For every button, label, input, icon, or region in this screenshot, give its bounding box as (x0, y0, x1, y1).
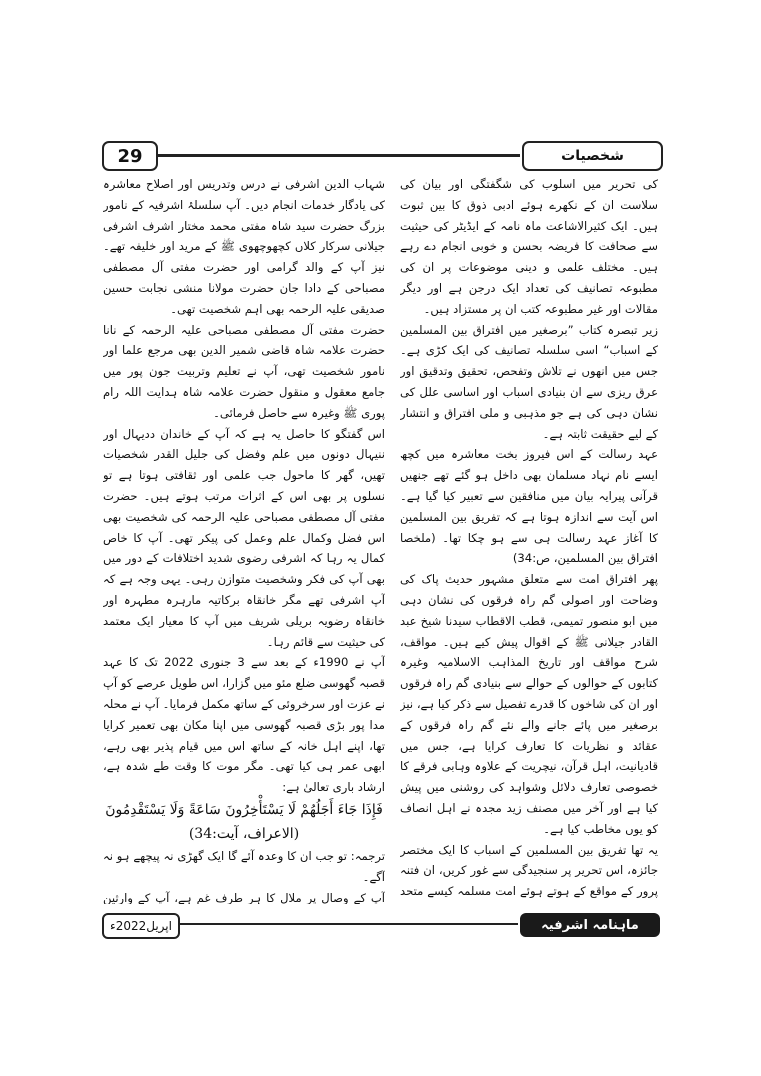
translation: ترجمہ: تو جب ان کا وعدہ آئے گا ایک گھڑی نہ پیچھے ہو نہ آگے۔ (103, 848, 385, 884)
verse-reference: (الاعراف، آیت:34) (188, 825, 300, 842)
header-rule (158, 154, 520, 157)
paragraph: پھر افتراق امت سے متعلق مشہور حدیث پاک کی وضاحت اور اصولی گم راہ فرقوں کی نشان دہی میں ابو منصور تمیمی، قطب الاقطاب سیدنا شیخ عبد القادر جیلانی ﷺ کے اقوال پیش کیے ہیں۔ مواقف، شرح مواقف اور تاریخ المذاہب الاسلامیہ وغیرہ کتابوں کے حوالوں کے حوالے سے بنیادی گم راہ فرقوں اور ان کی شاخوں کا قدرے تفصیل سے ذکر کیا ہے، نیز برصغیر میں پائے جانے والے نئے گم راہ فرقوں کے عقائد و نظریات کا تعارف کرایا ہے، جس میں قادیانیت، اہل قرآن، نیچریت کے علاوہ وہابی فرقے کا خصوصی تعارف دلائل وشواہد کی روشنی میں پیش کیا ہے اور آخر میں مصنف زید مجدہ نے اہل انصاف کو یوں مخاطب کیا ہے۔ (400, 572, 658, 836)
paragraph: اس گفتگو کا حاصل یہ ہے کہ آپ کے خاندان ددیہال اور ننیہال دونوں میں علم وفضل کی جلیل القدر شخصیات تھیں، گھر کا ماحول جب علمی اور ثقافتی ہوتا ہے تو نسلوں پر بھی اس کے اثرات مرتب ہوتے ہیں۔ حضرت مفتی آل مصطفی مصباحی علیہ الرحمہ کی شخصیت بھی اس فضل وکمال علم وعمل کی پیکر تھی۔ آپ کا خاص کمال یہ رہا کہ اشرفی رضوی شدید اختلافات کے دور میں بھی آپ کی فکر وشخصیت متوازن رہی۔ یہی وجہ ہے کہ آپ اشرفی تھے مگر خانقاہ برکاتیہ مارہرہ مطہرہ اور خانقاہ رضویہ بریلی شریف میں آپ کا معیار ایک معتمد کی حیثیت سے قائم رہا۔ (103, 426, 385, 649)
verse-text: فَإِذَا جَاءَ أَجَلُهُمْ لَا يَسْتَأْخِرُونَ سَاعَةً وَلَا يَسْتَقْدِمُونَ (105, 801, 383, 818)
issue-date: اپریل2022ء (102, 913, 180, 939)
paragraph: کی تحریر میں اسلوب کی شگفتگی اور بیان کی سلاست ان کے نکھرے ہوئے ادبی ذوق کا بین ثبوت ہیں۔ ایک کثیرالاشاعت ماہ نامہ کے ایڈیٹر کی حیثیت سے صحافت کا فریضہ بحسن و خوبی انجام دے رہے ہیں۔ مختلف علمی و دینی موضوعات پر ان کی مطبوعہ تصانیف کی تعداد ایک درجن ہے اور دیگر مقالات اور غیر مطبوعہ کتب ان پر مستزاد ہیں۔ (400, 177, 658, 316)
paragraph: حضرت مفتی آل مصطفی مصباحی علیہ الرحمہ کے نانا حضرت علامہ شاہ قاضی شمیر الدین بھی مرجع علما اور نامور شخصیت تھی، آپ نے تعلیم وتربیت جون پور میں جامع معقول و منقول حضرت علامہ شاہ ہدایت اللہ رام پوری ﷺ وغیرہ سے حاصل فرمائی۔ (103, 322, 385, 420)
paragraph: عہد رسالت کے اس فیروز بخت معاشرہ میں کچھ ایسے نام نہاد مسلمان بھی داخل ہو گئے تھے جنھیں قرآنی پیرایہ بیان میں منافقین سے تعبیر کیا گیا ہے۔ اس آیت سے اندازہ ہوتا ہے کہ تفریق بین المسلمین کا آغاز عہد رسالت ہی سے ہو چکا تھا۔ (ملخصا افتراق بین المسلمین، ص:34) (400, 447, 658, 566)
left-column (103, 174, 385, 904)
paragraph: یہ تھا تفریق بین المسلمین کے اسباب کا ایک مختصر جائزہ، اس تحریر پر سنجیدگی سے غور کریں، ان فتنہ پرور کے مواقع کے ہوتے ہوئے امت مسلمہ کیسے متحد (400, 842, 658, 899)
footer-rule (178, 923, 518, 925)
paragraph: شہاب الدین اشرفی نے درس وتدریس اور اصلاح معاشرہ کی یادگار خدمات انجام دیں۔ آپ سلسلۂ اشرفیہ کے نامور بزرگ حضرت سید شاہ مفتی محمد مختار اشرف اشرفی جیلانی سرکار کلاں کچھوچھوی ﷺ کے مرید اور خلیفہ تھے۔ نیز آپ کے والد گرامی اور حضرت مفتی آل مصطفی مصباحی کے دادا جان حضرت مولانا منشی نجابت حسین صدیقی علیہ الرحمہ بھی اہم شخصیت تھی۔ (103, 177, 385, 316)
right-column (400, 174, 658, 904)
section-title: شخصیات (522, 141, 663, 171)
magazine-name: ماہنامہ اشرفیہ (520, 913, 660, 937)
paragraph: آپ کے وصال پر ملال کا ہر طرف غم ہے، آپ کے وارثین (103, 890, 385, 904)
page-number: 29 (102, 141, 158, 171)
quran-verse (103, 798, 385, 846)
paragraph: آپ نے 1990ء کے بعد سے 3 جنوری 2022 تک کا عہد قصبہ گھوسی ضلع مئو میں گزارا، اس طویل عرصے کو آپ نے عزت اور سرخروئی کے ساتھ مکمل فرمایا۔ آپ نے محلہ مدا پور بڑی قصبہ گھوسی میں اپنا مکان بھی تعمیر کرایا تھا، اپنے اہل خانہ کے ساتھ اس میں قیام پذیر بھی رہے، ابھی عمر ہی کیا تھی۔ مگر موت کا وقت طے شدہ ہے، ارشاد باری تعالیٰ ہے: (103, 655, 385, 795)
paragraph: زیر تبصرہ کتاب ”برصغیر میں افتراق بین المسلمین کے اسباب“ اسی سلسلہ تصانیف کی ایک کڑی ہے۔ جس میں انھوں نے تلاش وتفحص، تحقیق وتدقیق اور عرق ریزی سے ان بنیادی اسباب اور اساسی علل کی نشان دہی کی ہے جو مذہبی و ملی افتراق و انتشار کے لیے حقیقت ثابتہ ہے۔ (400, 322, 658, 441)
